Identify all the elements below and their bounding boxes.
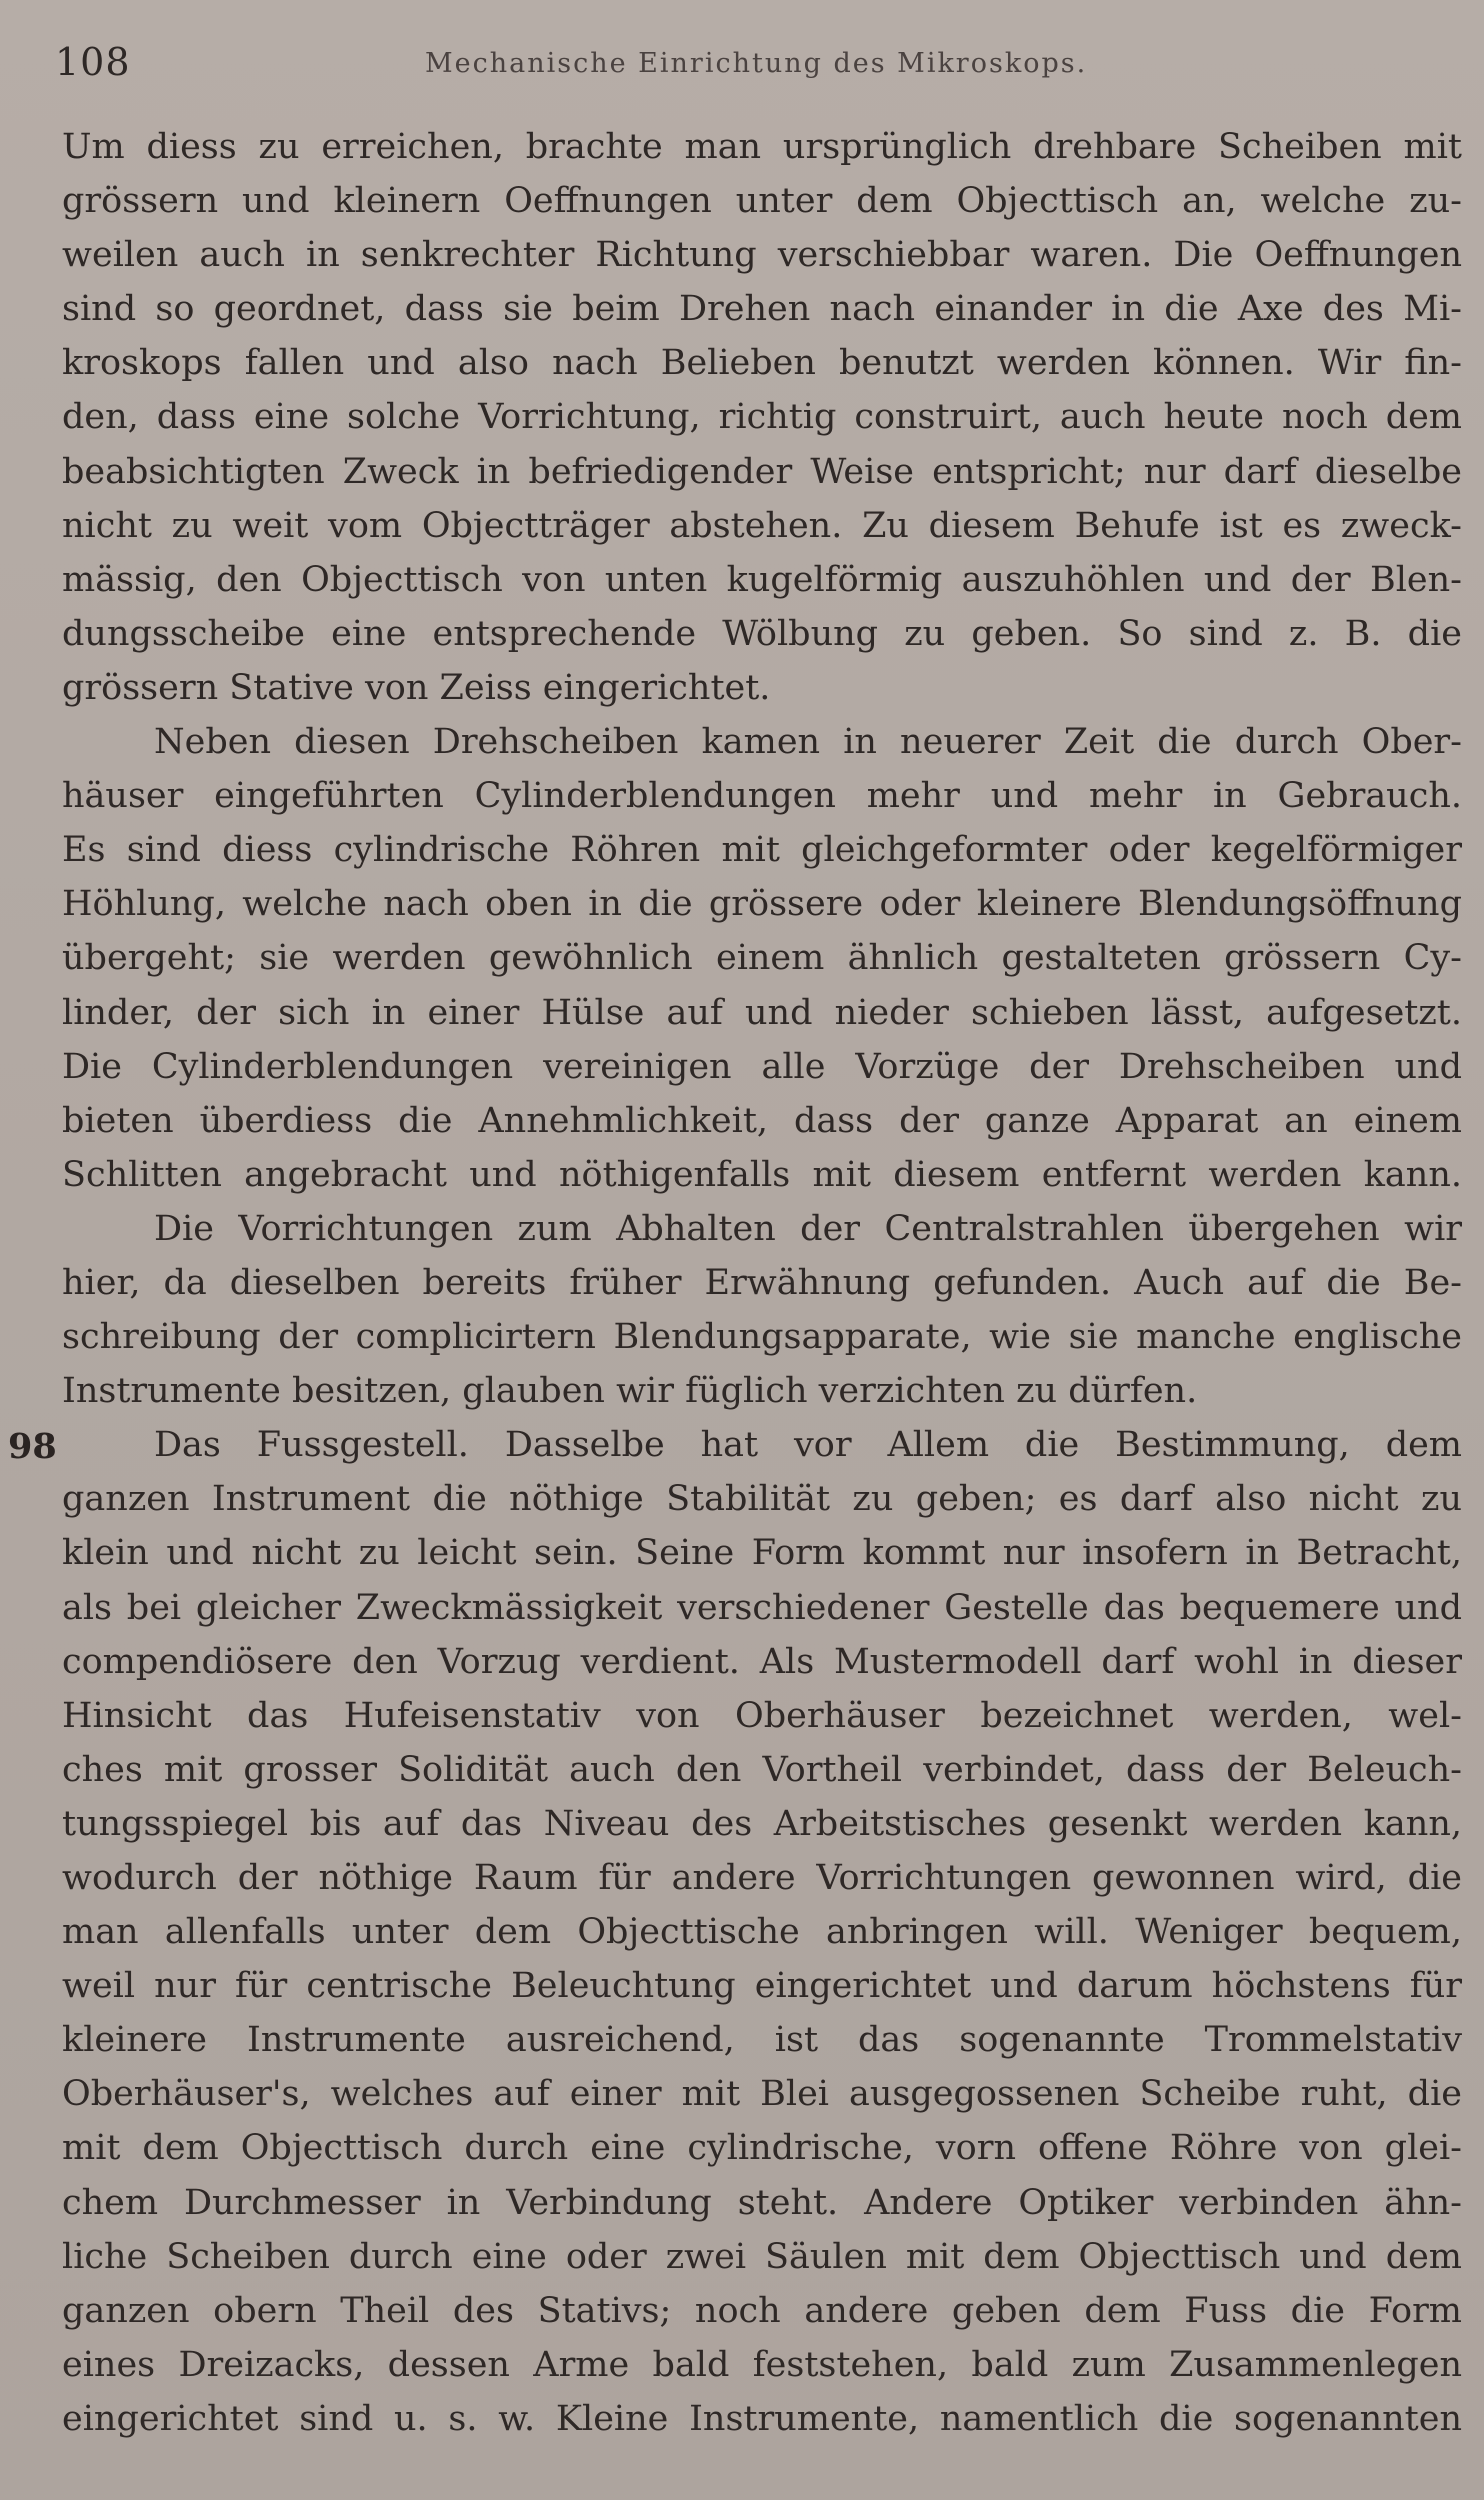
text-line: mit dem Objecttisch durch eine cylindrische, vorn offene Röhre von glei- <box>62 2128 1462 2169</box>
text-line: weil nur für centrische Beleuchtung eingerichtet und darum höchstens für <box>62 1966 1462 2007</box>
text-line: eingerichtet sind u. s. w. Kleine Instrumente, namentlich die sogenannten <box>62 2398 1462 2439</box>
text-line: man allenfalls unter dem Objecttische anbringen will. Weniger bequem, <box>62 1912 1462 1953</box>
text-line: Schlitten angebracht und nöthigenfalls mit diesem entfernt werden kann. <box>62 1154 1462 1195</box>
margin-section-number: 98 <box>8 1426 57 1467</box>
text-line: Hinsicht das Hufeisenstativ von Oberhäuser bezeichnet werden, wel- <box>62 1695 1462 1736</box>
text-line: Die Vorrichtungen zum Abhalten der Centralstrahlen übergehen wir <box>154 1208 1462 1249</box>
text-line: Instrumente besitzen, glauben wir füglich verzichten zu dürfen. <box>62 1371 1198 1412</box>
text-line: schreibung der complicirtern Blendungsapparate, wie sie manche englische <box>62 1317 1462 1358</box>
text-line: kroskops fallen und also nach Belieben benutzt werden können. Wir fin- <box>62 343 1462 384</box>
text-line: eines Dreizacks, dessen Arme bald feststehen, bald zum Zusammenlegen <box>62 2344 1462 2385</box>
text-line: Neben diesen Drehscheiben kamen in neuerer Zeit die durch Ober- <box>154 722 1462 763</box>
text-line: compendiösere den Vorzug verdient. Als Mustermodell darf wohl in dieser <box>62 1641 1462 1682</box>
text-line: sind so geordnet, dass sie beim Drehen nach einander in die Axe des Mi- <box>62 289 1462 330</box>
running-title: Mechanische Einrichtung des Mikroskops. <box>425 48 1088 79</box>
text-line: als bei gleicher Zweckmässigkeit verschiedener Gestelle das bequemere und <box>62 1587 1462 1628</box>
text-line: bieten überdiess die Annehmlichkeit, dass der ganze Apparat an einem <box>62 1100 1462 1141</box>
page-header <box>55 40 1455 90</box>
text-line: klein und nicht zu leicht sein. Seine Form kommt nur insofern in Betracht, <box>62 1533 1462 1574</box>
text-line: beabsichtigten Zweck in befriedigender Weise entspricht; nur darf dieselbe <box>62 451 1462 492</box>
text-line: weilen auch in senkrechter Richtung verschiebbar waren. Die Oeffnungen <box>62 235 1462 276</box>
text-line: linder, der sich in einer Hülse auf und nieder schieben lässt, aufgesetzt. <box>62 992 1462 1033</box>
text-line: Höhlung, welche nach oben in die grössere oder kleinere Blendungsöffnung <box>62 884 1462 925</box>
text-line: Das Fussgestell. Dasselbe hat vor Allem die Bestimmung, dem <box>154 1425 1462 1466</box>
text-line: wodurch der nöthige Raum für andere Vorrichtungen gewonnen wird, die <box>62 1858 1462 1898</box>
text-line: hier, da dieselben bereits früher Erwähnung gefunden. Auch auf die Be- <box>62 1262 1462 1303</box>
text-line: dungsscheibe eine entsprechende Wölbung zu geben. So sind z. B. die <box>62 613 1462 654</box>
text-line: den, dass eine solche Vorrichtung, richtig construirt, auch heute noch dem <box>62 397 1462 438</box>
text-line: Die Cylinderblendungen vereinigen alle Vorzüge der Drehscheiben und <box>62 1046 1462 1087</box>
text-line: tungsspiegel bis auf das Niveau des Arbeitstisches gesenkt werden kann, <box>62 1803 1462 1844</box>
text-line: liche Scheiben durch eine oder zwei Säulen mit dem Objecttisch und dem <box>62 2236 1462 2277</box>
text-line: Es sind diess cylindrische Röhren mit gleichgeformter oder kegelförmiger <box>62 830 1462 871</box>
text-line: ganzen Instrument die nöthige Stabilität zu geben; es darf also nicht zu <box>62 1479 1462 1520</box>
text-line: chem Durchmesser in Verbindung steht. Andere Optiker verbinden ähn- <box>62 2182 1462 2223</box>
text-line: kleinere Instrumente ausreichend, ist das sogenannte Trommelstativ <box>62 2020 1462 2061</box>
text-line: mässig, den Objecttisch von unten kugelförmig auszuhöhlen und der Blen- <box>62 559 1462 600</box>
text-line: ches mit grosser Solidität auch den Vortheil verbindet, dass der Beleuch- <box>62 1749 1462 1790</box>
text-line: nicht zu weit vom Objectträger abstehen. Zu diesem Behufe ist es zweck- <box>62 505 1462 546</box>
text-line: Um diess zu erreichen, brachte man ursprünglich drehbare Scheiben mit <box>62 127 1462 167</box>
text-line: häuser eingeführten Cylinderblendungen mehr und mehr in Gebrauch. <box>62 776 1462 817</box>
text-line: ganzen obern Theil des Stativs; noch andere geben dem Fuss die Form <box>62 2290 1462 2331</box>
text-line: Oberhäuser's, welches auf einer mit Blei ausgegossenen Scheibe ruht, die <box>62 2074 1462 2115</box>
text-line: grössern Stative von Zeiss eingerichtet. <box>62 667 771 708</box>
body-text <box>62 120 1462 2446</box>
text-line: grössern und kleinern Oeffnungen unter dem Objecttisch an, welche zu- <box>62 181 1462 222</box>
text-line: übergeht; sie werden gewöhnlich einem ähnlich gestalteten grössern Cy- <box>62 938 1462 979</box>
page-number: 108 <box>55 40 131 84</box>
